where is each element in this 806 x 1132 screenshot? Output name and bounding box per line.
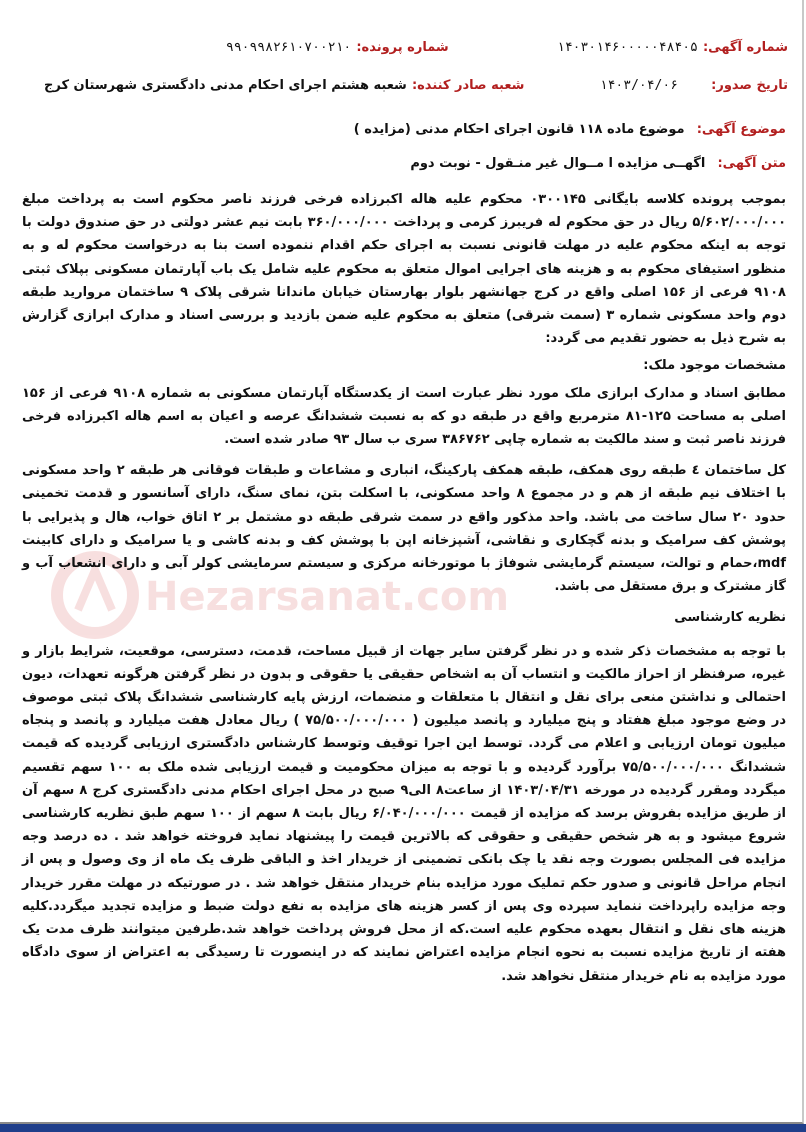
- ad-number-value: ۱۴۰۳۰۱۴۶۰۰۰۰۰۴۸۴۰۵: [557, 40, 698, 55]
- case-number-label: شماره پرونده:: [356, 40, 449, 55]
- subject-value: موضوع ماده ۱۱۸ قانون اجرای احکام مدنی (مزایده ): [353, 122, 685, 137]
- bottom-band: [0, 1124, 806, 1132]
- ad-number-field: [557, 36, 788, 55]
- case-number-value: ۹۹۰۹۹۸۲۶۱۰۷۰۰۲۱۰: [226, 40, 352, 55]
- ad-number-label: شماره آگهی:: [702, 40, 788, 55]
- subject-field: [354, 122, 786, 137]
- announcement-body: [22, 188, 786, 988]
- property-specs-text: مطابق اسناد و مدارک ابرازی ملک مورد نظر عبارت است از یکدستگاه آپارتمان مسکونی به شماره ۹۱۰۸ فرعی از ۱۵۶ اصلی به مساحت ۱۲۵-۸۱ مترمربع واقع در طبقه دو که به نسبت ششدانگ عرصه و اعیان به اسم هاله اکبرزاده فرخی فرزند ناصر ثبت و سند مالکیت به شماره چاپی ۳۸۶۷۶۲ سری ب سال ۹۳ صادر شده است.: [22, 385, 786, 448]
- issuer-field: [44, 74, 524, 93]
- ad-text-label: متن آگهی:: [717, 156, 786, 171]
- body-paragraph-1: بموجب پرونده کلاسه بایگانی ۰۳۰۰۱۴۵ محکوم علیه هاله اکبرزاده فرخی فرزند ناصر محکوم است به پرداخت مبلغ ۵/۶۰۲/۰۰۰/۰۰۰ ریال در حق محکوم له فریبرز کرمی و پرداخت ۳۶۰/۰۰۰/۰۰۰ بابت نیم عشر دولتی در حق صندوق دولت با توجه به اینکه محکوم علیه در مهلت قانونی نسبت به اجرای حکم اقدام ننموده است بنا به درخواست محکوم له و به منظور استیفای محکوم به و هزینه های اجرایی اموال متعلق به محکوم علیه شامل یک باب آپارتمان مسکونی بپلاک ثبتی ۹۱۰۸ فرعی از ۱۵۶ اصلی واقع در کرج جهانشهر بلوار بهارستان خیابان ماندانا شرقی پلاک ۹ ساختمان مروارید طبقه دوم واحد مسکونی شماره ۳ (سمت شرقی) متعلق به محکوم علیه ضمن بازدید و بررسی اسناد و مدارک ابرازی گزارش به شرح ذیل به حضور تقدیم می گردد:: [22, 192, 787, 347]
- property-specs-title: مشخصات موجود ملک:: [643, 358, 786, 374]
- expert-opinion-title: نظریه کارشناسی: [674, 610, 786, 626]
- case-number-field: [226, 36, 449, 55]
- ad-text-heading: [410, 156, 786, 171]
- issue-date-label: تاریخ صدور:: [711, 78, 788, 93]
- building-description-text: کل ساختمان ٤ طبقه روی همکف، طبقه همکف پارکینگ، انباری و مشاعات و طبقات فوقانی هر طبقه ۲ واحد مسکونی با اختلاف نیم طبقه از هم و در مجموع ۸ واحد مسکونی، با اسکلت بتن، نمای سنگ، دارای آسانسور و قدمت تخمینی حدود ۲۰ سال ساخت می باشد. واحد مذکور واقع در سمت شرقی طبقه دو مشتمل بر ۲ اتاق خواب، هال و پذیرایی با پوشش کف سرامیک و بدنه گچکاری و نقاشی، آشپزخانه اپن با پوشش کف و بدنه کاشی و یا سرامیک و دارای کابینت mdf،حمام و توالت، سیستم گرمایشی شوفاژ با موتورخانه مرکزی و سیستم سرمایشی کولر آبی و دارای انشعاب آب و گاز مشترک و برق مستقل می باشد.: [22, 463, 787, 595]
- issuer-label: شعبه صادر کننده:: [411, 78, 525, 93]
- issue-date-field: [600, 74, 788, 93]
- subject-label: موضوع آگهی:: [696, 122, 786, 137]
- watermark-text: Hezarsanat.com: [145, 574, 510, 620]
- expert-opinion-text: با توجه به مشخصات ذکر شده و در نظر گرفتن سایر جهات از قبیل مساحت، قدمت، دسترسی، موقعیت، شرایط بازار و غیره، صرفنظر از احراز مالکیت و انتساب آن به اشخاص حقیقی یا حقوقی و بدون در نظر گرفتن هرگونه تعهدات، دیون احتمالی و نداشتن منعی برای نقل و انتقال با متعلقات و منضمات، ارزش پایه کارشناسی ششدانگ پلاک ثبتی موصوف در وضع موجود مبلغ هفتاد و پنج میلیارد و پانصد میلیون ( ۷۵/۵۰۰/۰۰۰/۰۰۰ ) ریال معادل هفت میلیارد و پانصد و پنجاه میلیون تومان ارزیابی و اعلام می گردد. توسط این اجرا توقیف وتوسط کارشناس دادگستری ارزیابی گردیده که قیمت ششدانگ ۷۵/۵۰۰/۰۰۰/۰۰۰ برآورد گردیده و با توجه به میزان محکومیت و قیمت ارزیابی شده ملک به ۱۰۰ سهم تقسیم میگردد ومقرر گردیده در مورخه ۱۴۰۳/۰۴/۳۱ از ساعت۸ الی۹ صبح در محل اجرای احکام مدنی دادگستری کرج ۸ سهم آن از طریق مزایده بفروش برسد که مزایده از قیمت ۶/۰۴۰/۰۰۰/۰۰۰ ریال بابت ۸ سهم از ۱۰۰ سهم طبق نظریه کارشناسی شروع میشود و به هر شخص حقیقی و حقوقی که بالاترین قیمت را پیشنهاد نماید فروخته خواهد شد . ده درصد وجه مزایده فی المجلس بصورت وجه نقد یا چک بانکی تضمینی از خریدار اخذ و الباقی ظرف یک ماه از وی وصول و پس از انجام مراحل قانونی و صدور حکم تملیک مورد مزایده بنام خریدار منتقل خواهد شد . در صورتیکه در مهلت مقرر خریدار وجه مزایده راپرداخت ننماید سپرده وی پس از کسر هزینه های مزایده به نفع دولت ضبط و مزایده تجدید میگردد.کلیه هزینه های نقل و انتقال بعهده محکوم علیه است.که از محل فروش پرداخت خواهد شد.طرفین میتوانند ظرف مدت یک هفته از تاریخ مزایده نسبت به نحوه انجام مزایده اعتراض نمایند که در اینصورت تا رسیدگی به اعتراض از سوی دادگاه مورد مزایده به نام خریدار منتقل نخواهد شد.: [22, 643, 787, 984]
- issue-date-value: ۱۴۰۳/۰۴/۰۶: [599, 78, 679, 93]
- ad-text-title: اگهــی مزایده ا مــوال غیر منـقول - نوبت دوم: [410, 156, 706, 171]
- issuer-value: شعبه هشتم اجرای احکام مدنی دادگستری شهرستان کرج: [44, 78, 407, 93]
